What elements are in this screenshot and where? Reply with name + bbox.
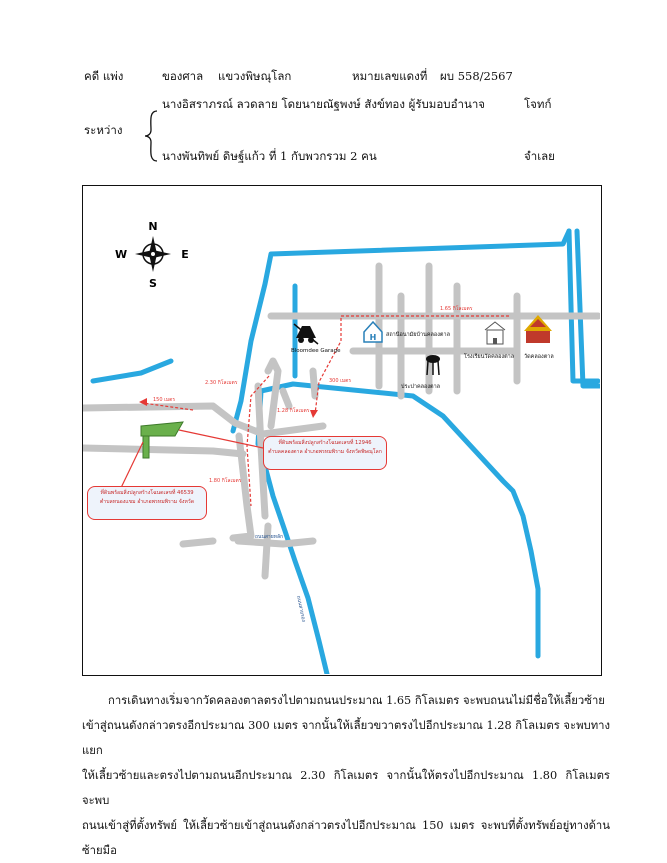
- defendant-name: นางพันทิพย์ ดิษฐ์แก้ว ที่ 1 กับพวกรวม 2 คน: [162, 149, 377, 163]
- property-callout-2: [87, 486, 207, 520]
- case-type: คดี แพ่ง: [84, 69, 124, 83]
- waterworks-label: ประปาคลองตาล: [401, 384, 441, 390]
- road-label-2: ถนนสายรอง: [295, 595, 307, 623]
- directions-line-3: ให้เลี้ยวซ้ายและตรงไปตามถนนอีกประมาณ 2.30 กิโลเมตร จากนั้นให้ตรงไปอีกประมาณ 1.80 กิโลเมตร จะพบ: [82, 769, 610, 807]
- plaintiff-name: นางอิสราภรณ์ ลวดลาย โดยนายณัฐพงษ์ สังข์ทอง ผู้รับมอบอำนาจ: [162, 97, 486, 111]
- school-icon: [485, 322, 505, 344]
- callout-1-line-1: ที่ดินพร้อมสิ่งปลูกสร้างโฉนดเลขที่ 12946: [278, 440, 372, 446]
- garage-icon: [294, 324, 318, 344]
- defendant-role: จำเลย: [524, 149, 555, 163]
- callout-2-line-2: ตำบลหนองแขม อำเภอพรหมพิราม จังหวัด: [99, 499, 195, 505]
- plaintiff-role: โจทก์: [524, 97, 552, 111]
- case-number: ผบ 558/2567: [440, 69, 513, 83]
- garage-label: Bloomdee Garage: [291, 348, 341, 354]
- directions-line-4: ถนนเข้าสู่ที่ตั้งทรัพย์ ให้เลี้ยวซ้ายเข้าสู่ถนนดังกล่าวตรงไปอีกประมาณ 150 เมตร จะพบที่ตั้งทรัพย์อยู่ทางด้านซ้ายมือ: [82, 819, 610, 857]
- distance-label-3: 1.28 กิโลเมตร: [277, 408, 310, 414]
- roads: [83, 266, 598, 576]
- temple-label: วัดคลองตาล: [524, 354, 554, 360]
- directions-line-2: เข้าสู่ถนนดังกล่าวตรงอีกประมาณ 300 เมตร จากนั้นให้เลี้ยวขวาตรงไปอีกประมาณ 1.28 กิโลเมตร จะพบทางแยก: [82, 719, 610, 757]
- distance-label-6: 1.80 กิโลเมตร: [209, 478, 242, 484]
- property-callout-1: [263, 436, 387, 470]
- distance-label-5: 150 เมตร: [153, 397, 176, 403]
- school-label: โรงเรียนวัดคลองตาล: [464, 354, 515, 360]
- compass-north: N: [148, 220, 158, 233]
- location-map: [82, 185, 602, 676]
- directions-paragraph: [82, 688, 610, 863]
- distance-label-2: 300 เมตร: [329, 378, 352, 384]
- compass-icon: [115, 220, 189, 290]
- svg-text:H: H: [369, 333, 377, 342]
- distance-label-1: 1.65 กิโลเมตร: [440, 306, 473, 312]
- compass-south: S: [149, 277, 157, 290]
- court-name: แขวงพิษณุโลก: [218, 69, 292, 83]
- brace-icon: [143, 110, 159, 162]
- distance-label-4: 2.30 กิโลเมตร: [205, 380, 238, 386]
- compass-east: E: [181, 248, 189, 261]
- between-label: ระหว่าง: [84, 123, 123, 137]
- callout-2-line-1: ที่ดินพร้อมสิ่งปลูกสร้างโฉนดเลขที่ 46539: [100, 490, 194, 496]
- case-number-label: หมายเลขแดงที่: [352, 69, 428, 83]
- compass-west: W: [114, 248, 128, 261]
- court-label: ของศาล: [162, 69, 204, 83]
- directions-line-1: การเดินทางเริ่มจากวัดคลองตาลตรงไปตามถนนประมาณ 1.65 กิโลเมตร จะพบถนนไม่มีชื่อให้เลี้ยวซ้าย: [108, 694, 605, 707]
- health-center-label: สถานีอนามัยบ้านคลองตาล: [386, 332, 450, 338]
- callout-1-line-2: ตำบลคลองตาล อำเภอพรหมพิราม จังหวัดพิษณุโลก: [268, 449, 382, 455]
- road-label-1: ถนนสายหลัก: [255, 534, 284, 540]
